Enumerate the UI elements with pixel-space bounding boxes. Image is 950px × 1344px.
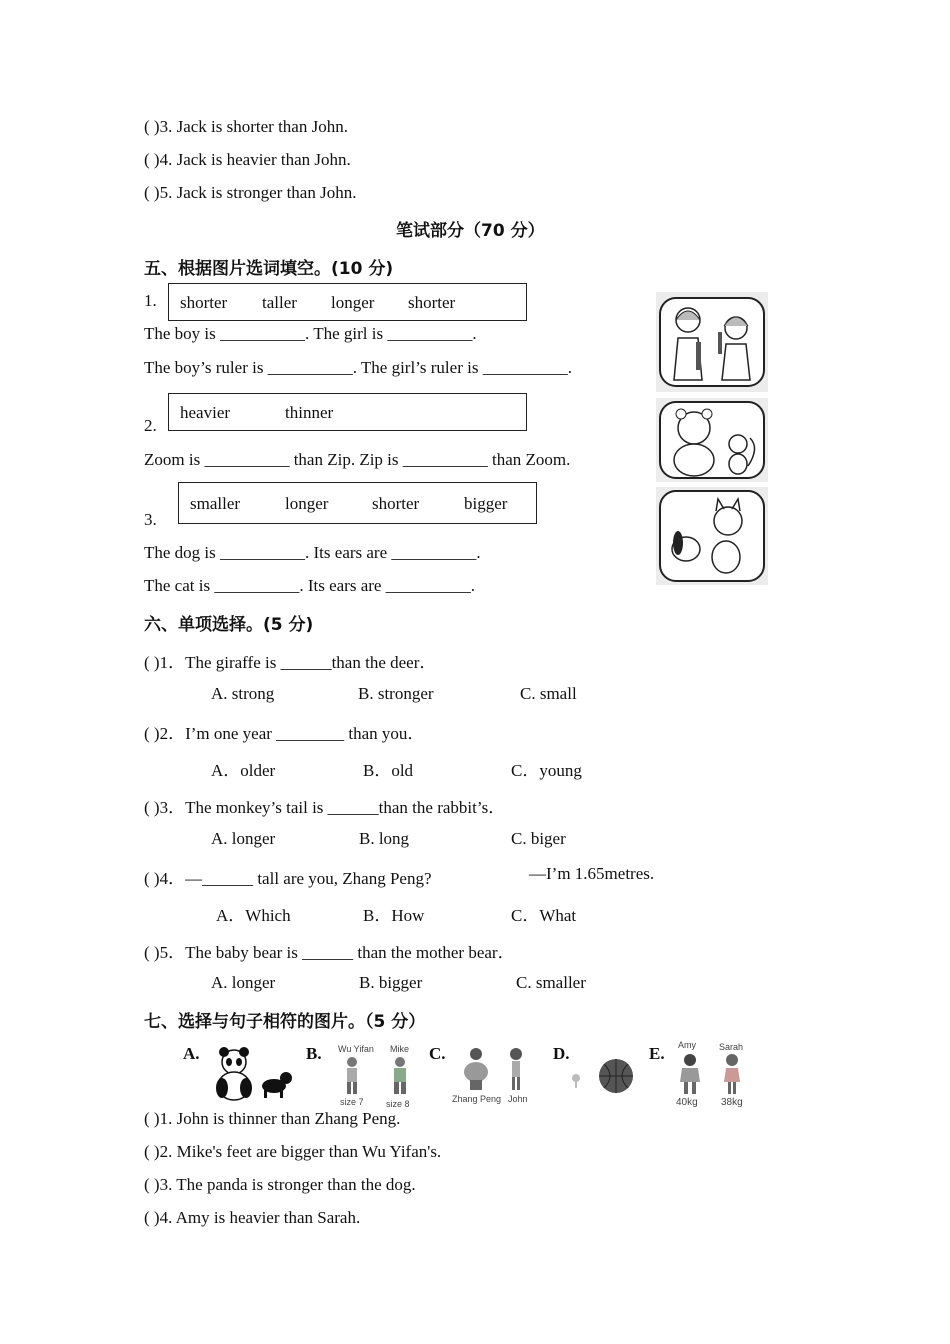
dog-cat-picture: [656, 487, 768, 585]
mc-option-b: B．How: [363, 906, 425, 925]
label-zhang-peng: Zhang Peng: [452, 1094, 502, 1104]
word: longer: [331, 293, 375, 312]
mc-option-a: A. longer: [211, 829, 276, 848]
label-sarah: Sarah: [719, 1042, 744, 1052]
mc-question-4-answer: —I’m 1.65metres.: [529, 864, 655, 883]
label-size-7: size 7: [340, 1097, 364, 1107]
zhang-peng-john-picture: [460, 1046, 532, 1092]
mc-option-c: C. small: [520, 684, 577, 703]
picture-letter-b: B.: [306, 1044, 322, 1063]
word: shorter: [372, 494, 420, 513]
label-wu-yifan: Wu Yifan: [338, 1044, 374, 1054]
mc-option-a: A. longer: [211, 973, 276, 992]
label-40kg: 40kg: [676, 1097, 698, 1108]
mc-option-b: B. long: [359, 829, 410, 848]
mc-option-a: A．Which: [216, 906, 291, 925]
label-mike: Mike: [390, 1044, 410, 1054]
section5-title: 五、根据图片选词填空。(10 分): [144, 259, 394, 279]
mc-option-b: B. stronger: [358, 684, 434, 703]
label-john: John: [508, 1094, 528, 1104]
boy-girl-ruler-picture: [656, 292, 768, 392]
word: taller: [262, 293, 297, 312]
section7-title: 七、选择与句子相符的图片。（5 分）: [144, 1012, 426, 1032]
word: smaller: [190, 494, 241, 513]
word: heavier: [180, 403, 231, 422]
label-amy: Amy: [678, 1040, 696, 1050]
match-sentence-1: ( )1. John is thinner than Zhang Peng.: [144, 1109, 401, 1128]
word: bigger: [464, 494, 508, 513]
mc-option-a: A. strong: [211, 684, 275, 703]
q3-number: 3.: [144, 510, 157, 529]
q1-sentence-2: The boy’s ruler is __________. The girl’s ruler is __________.: [144, 358, 572, 377]
mc-option-b: B. bigger: [359, 973, 423, 992]
q1-sentence-1: The boy is __________. The girl is __________.: [144, 324, 477, 343]
written-part-header: 笔试部分（70 分）: [396, 221, 545, 241]
section6-title: 六、单项选择。(5 分): [144, 615, 314, 635]
mc-option-b: B．old: [363, 761, 414, 780]
word: shorter: [180, 293, 228, 312]
q2-number: 2.: [144, 416, 157, 435]
q2-word-box: [168, 393, 527, 431]
zoom-zip-picture: [656, 398, 768, 482]
listening-item-3: ( )3. Jack is shorter than John.: [144, 117, 348, 136]
q2-sentence-1: Zoom is __________ than Zip. Zip is __________ than Zoom.: [144, 450, 571, 469]
balls-picture: [566, 1056, 638, 1096]
listening-item-4: ( )4. Jack is heavier than John.: [144, 150, 351, 169]
match-sentence-4: ( )4. Amy is heavier than Sarah.: [144, 1208, 361, 1227]
panda-dog-picture: [212, 1044, 296, 1102]
listening-item-5: ( )5. Jack is stronger than John.: [144, 183, 357, 202]
q1-word-box: [168, 283, 527, 321]
mc-option-c: C．young: [511, 761, 582, 780]
mc-option-c: C．What: [511, 906, 577, 925]
q1-number: 1.: [144, 291, 157, 310]
mc-question-4: ( )4．—______ tall are you, Zhang Peng?: [144, 869, 432, 888]
amy-sarah-picture: [674, 1052, 754, 1096]
mc-question-1: ( )1．The giraffe is ______than the deer．: [144, 653, 437, 672]
label-38kg: 38kg: [721, 1097, 743, 1108]
picture-letter-d: D.: [553, 1044, 570, 1063]
q3-sentence-2: The cat is __________. Its ears are __________.: [144, 576, 475, 595]
picture-letter-a: A.: [183, 1044, 200, 1063]
mc-question-3: ( )3．The monkey’s tail is ______than the rabbit’s．: [144, 798, 506, 817]
mc-option-c: C. biger: [511, 829, 566, 848]
word: thinner: [285, 403, 334, 422]
picture-letter-c: C.: [429, 1044, 446, 1063]
mc-option-c: C. smaller: [516, 973, 586, 992]
q3-word-box: [178, 482, 537, 524]
match-sentence-3: ( )3. The panda is stronger than the dog.: [144, 1175, 416, 1194]
mc-option-a: A．older: [211, 761, 276, 780]
mc-question-5: ( )5．The baby bear is ______ than the mother bear．: [144, 943, 515, 962]
q3-sentence-1: The dog is __________. Its ears are __________.: [144, 543, 481, 562]
match-sentence-2: ( )2. Mike's feet are bigger than Wu Yifan's.: [144, 1142, 442, 1161]
picture-letter-e: E.: [649, 1044, 665, 1063]
word: longer: [285, 494, 329, 513]
mc-question-2: ( )2．I’m one year ________ than you．: [144, 724, 425, 743]
label-size-8: size 8: [386, 1099, 410, 1109]
word: shorter: [408, 293, 456, 312]
wu-yifan-mike-picture: [338, 1056, 418, 1096]
